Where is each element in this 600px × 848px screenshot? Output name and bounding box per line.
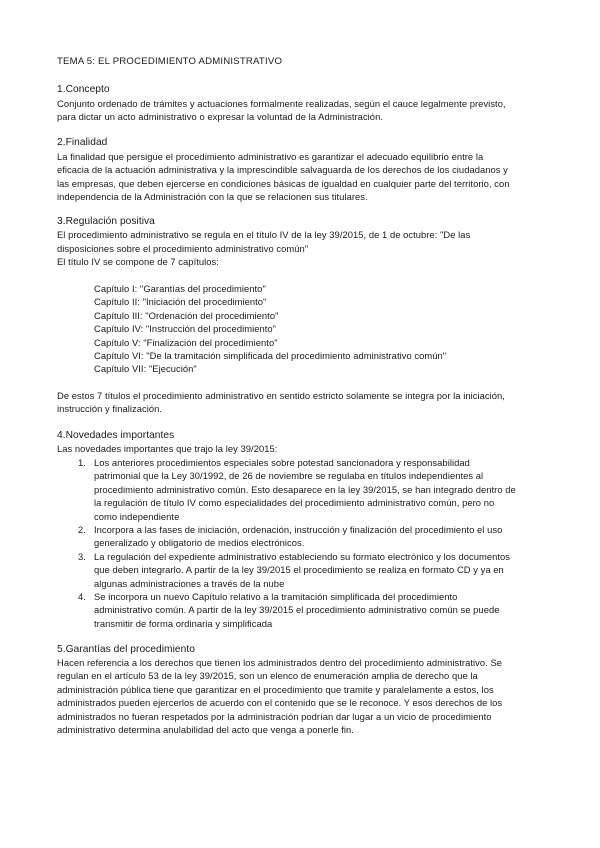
chapter-item: Capítulo VI: "De la tramitación simplificada del procedimiento administrativo común": [94, 350, 447, 361]
paragraph-line: El procedimiento administrativo se regula en el título IV de la ley 39/2015, de 1 de octubre: "De las: [57, 229, 471, 240]
list-item-line: transmitir de forma ordinaria y simplificada: [94, 618, 273, 629]
paragraph-line: administración pública tiene que garantizar en el procedimiento que tramite y paralelamente a estos, los: [57, 683, 494, 695]
list-item-line: la regulación de título IV como especialidades del procedimiento administrativo común, pero no: [94, 497, 495, 508]
list-item-line: algunas administraciones a través de la nube: [94, 578, 285, 589]
paragraph-line: eficacia de la actuación administrativa y la imprescindible salvaguarda de los derechos de los ciudadanos y: [57, 164, 508, 175]
paragraph-line: administrados pueden ejercerlos de acuerdo con el contenido que se le reconoce. Y esos derechos de los: [57, 697, 503, 709]
paragraph-line: El título IV se compone de 7 capítulos:: [57, 256, 219, 267]
paragraph-line: La finalidad que persigue el procedimiento administrativo es garantizar el adecuado equilibrio entre la: [57, 151, 484, 162]
paragraph-line: para dictar un acto administrativo o expresar la voluntad de la Administración.: [57, 111, 383, 122]
section-heading: 1.Concepto: [57, 84, 110, 95]
paragraph-line: instrucción y finalización.: [57, 403, 163, 414]
section-heading: 4.Novedades importantes: [57, 430, 175, 441]
list-item-line: Los anteriores procedimientos especiales sobre potestad sancionadora y responsabilidad: [94, 457, 470, 468]
list-item-line: Incorpora a las fases de iniciación, ordenación, instrucción y finalización del procedimiento el uso: [94, 524, 503, 535]
paragraph-line: Conjunto ordenado de trámites y actuaciones formalmente realizadas, según el cauce legalmente previsto,: [57, 98, 506, 109]
list-item-line: generalizado y obligatorio de medios electrónicos.: [94, 537, 305, 548]
paragraph-line: disposiciones sobre el procedimiento administrativo común": [57, 243, 309, 254]
list-item-line: administrativo común. A partir de la ley 39/2015 el procedimiento administrativo común se puede: [94, 604, 500, 615]
list-number: 4.: [78, 591, 86, 602]
paragraph-line: administrados no fueran respetados por la administración podrían dar lugar a un vicio de procedimiento: [57, 710, 492, 722]
paragraph-line: Hacen referencia a los derechos que tienen los administrados dentro del procedimiento administrativo. Se: [57, 657, 503, 668]
paragraph-line: administrativo determina anulabilidad del acto que venga a ponerle fin.: [57, 724, 354, 735]
paragraph-line: De estos 7 títulos el procedimiento administrativo en sentido estricto solamente se integra por la iniciación,: [57, 390, 505, 401]
paragraph-line: las empresas, que deben ejercerse en condiciones básicas de igualdad en cualquier parte del territorio, con: [57, 178, 510, 189]
section-heading: 3.Regulación positiva: [57, 216, 155, 227]
list-item-line: procedimiento administrativo común. Esto desaparece en la ley 39/2015, se han integrado dentro de: [94, 484, 516, 495]
chapter-item: Capítulo III: "Ordenación del procedimiento": [94, 309, 279, 321]
list-number: 2.: [78, 524, 86, 535]
chapter-item: Capítulo VII: "Ejecución": [94, 363, 197, 375]
paragraph-line: Las novedades importantes que trajo la ley 39/2015:: [57, 443, 278, 454]
chapter-item: Capítulo V: "Finalización del procedimiento": [94, 336, 278, 348]
section-heading: 2.Finalidad: [57, 137, 108, 148]
chapter-item: Capítulo IV: "Instrucción del procedimiento": [94, 323, 277, 335]
paragraph-line: regulan en el artículo 53 de la ley 39/2015, son un elenco de enumeración amplia de derecho que la: [57, 670, 478, 682]
list-item-line: que deben integrarlo. A partir de la ley 39/2015 el procedimiento se realiza en formato CD y ya en: [94, 564, 504, 575]
list-item-line: como independiente: [94, 511, 180, 522]
document-title: TEMA 5: EL PROCEDIMIENTO ADMINISTRATIVO: [57, 56, 283, 67]
list-number: 1.: [78, 457, 86, 468]
list-item-line: patrimonial que la Ley 30/1992, de 26 de noviembre se regulaba en títulos independientes al: [94, 470, 484, 481]
list-item-line: La regulación del expediente administrativo estableciendo su formato electrónico y los documentos: [94, 551, 511, 562]
section-heading: 5.Garantías del procedimiento: [57, 644, 195, 655]
list-item-line: Se incorpora un nuevo Capítulo relativo a la tramitación simplificada del procedimiento: [94, 591, 458, 602]
list-number: 3.: [78, 551, 86, 562]
chapter-item: Capítulo II: "Iniciación del procedimiento": [94, 296, 267, 308]
chapter-item: Capítulo I: "Garantías del procedimiento": [94, 283, 266, 294]
paragraph-line: independencia de la Administración con la que se relacionen sus titulares.: [57, 191, 368, 202]
